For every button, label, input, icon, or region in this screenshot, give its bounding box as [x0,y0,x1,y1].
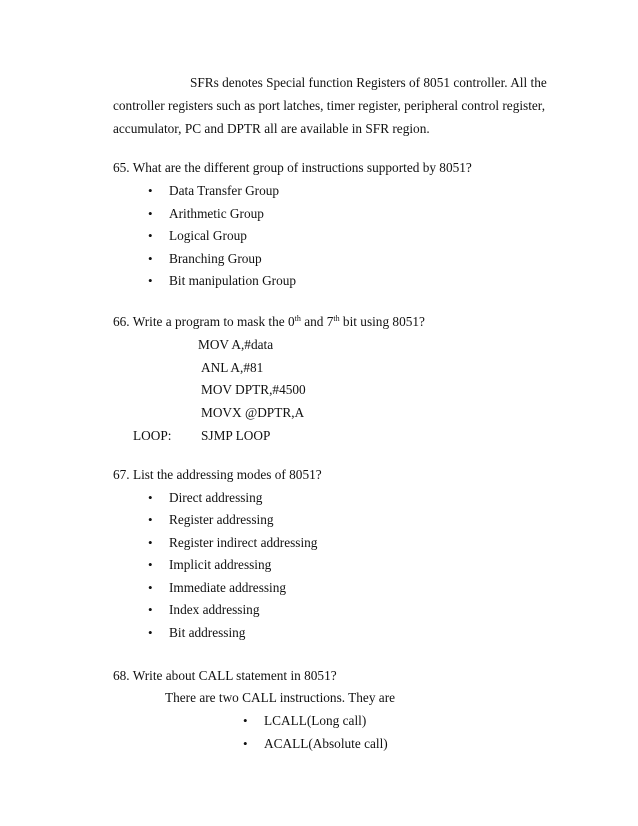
intro-line-3: accumulator, PC and DPTR all are available in SFR region. [113,121,430,136]
question-67: 67. List the addressing modes of 8051? [113,467,322,482]
bullet-icon: • [243,736,248,751]
list-item-text: Immediate addressing [169,580,287,595]
list-item-text: Index addressing [169,602,260,617]
code-line: SJMP LOOP [201,428,271,443]
bullet-icon: • [148,228,153,243]
bullet-icon: • [148,512,153,527]
intro-line-1: SFRs denotes Special function Registers of 8051 controller. All the [190,75,547,90]
loop-label: LOOP: [133,428,172,443]
question-65: 65. What are the different group of instructions supported by 8051? [113,160,472,175]
intro-line-2: controller registers such as port latches, timer register, peripheral control register, [113,98,546,113]
question-66-part1: 66. Write a program to mask the 0 [113,314,295,329]
bullet-icon: • [148,535,153,550]
bullet-icon: • [148,183,153,198]
bullet-icon: • [148,251,153,266]
bullet-icon: • [243,713,248,728]
bullet-icon: • [148,490,153,505]
list-item-text: Implicit addressing [169,557,272,572]
list-item-text: Arithmetic Group [169,206,264,221]
list-item-text: Register indirect addressing [169,535,318,550]
bullet-icon: • [148,580,153,595]
list-item-text: ACALL(Absolute call) [264,736,388,751]
list-item-text: Data Transfer Group [169,183,280,198]
code-line: MOVX @DPTR,A [201,405,305,420]
list-item-text: Bit manipulation Group [169,273,297,288]
superscript-th: th [333,314,340,323]
question-66-part2: and 7 [300,314,334,329]
list-item-text: Register addressing [169,512,274,527]
bullet-icon: • [148,557,153,572]
question-68: 68. Write about CALL statement in 8051? [113,668,337,683]
code-line: MOV A,#data [198,337,274,352]
list-item-text: Branching Group [169,251,262,266]
bullet-icon: • [148,206,153,221]
bullet-icon: • [148,602,153,617]
list-item-text: Bit addressing [169,625,246,640]
question-66-part3: bit using 8051? [339,314,425,329]
call-intro: There are two CALL instructions. They are [165,690,396,705]
bullet-icon: • [148,273,153,288]
list-item-text: Logical Group [169,228,247,243]
code-line: ANL A,#81 [201,360,264,375]
bullet-icon: • [148,625,153,640]
superscript-th: th [294,314,301,323]
list-item-text: Direct addressing [169,490,263,505]
list-item-text: LCALL(Long call) [264,713,367,728]
question-66 [113,314,425,330]
code-line: MOV DPTR,#4500 [201,382,306,397]
